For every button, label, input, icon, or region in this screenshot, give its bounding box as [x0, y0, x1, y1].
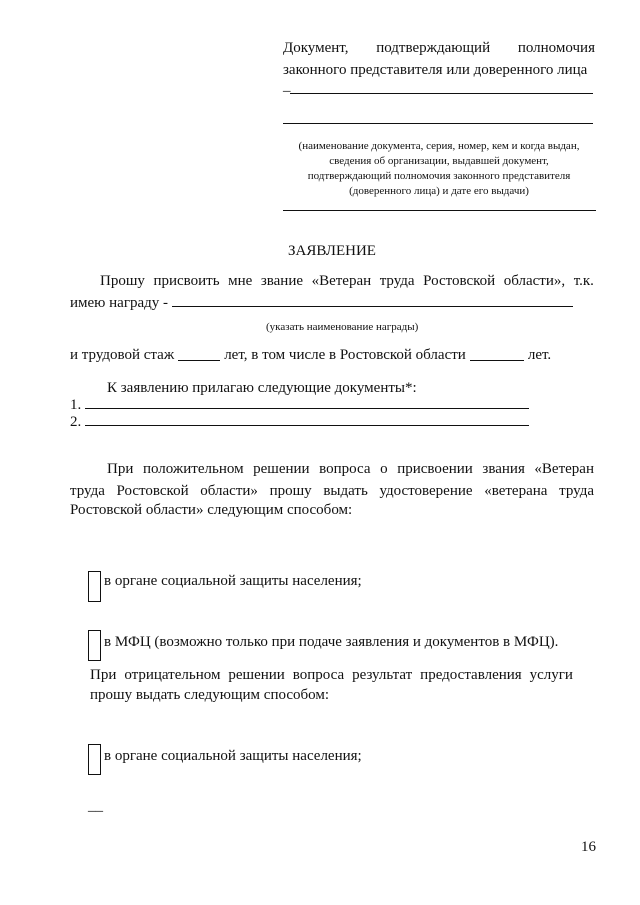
positive-word: вопроса — [319, 461, 371, 477]
positive-line-2 — [70, 481, 594, 501]
negative-word: отрицательном — [124, 667, 221, 683]
positive-word: звания — [482, 461, 525, 477]
request-word: Прошу — [100, 273, 145, 289]
representative-document-line-1[interactable] — [290, 93, 593, 94]
total-stage-field[interactable] — [178, 360, 220, 361]
header-note-underline — [283, 210, 596, 211]
positive-word: положительном — [142, 461, 244, 477]
attachment-number: 2. — [70, 414, 82, 430]
positive-word: решении — [253, 461, 310, 477]
page-number: 16 — [581, 839, 596, 855]
negative-word: При — [90, 667, 117, 683]
header-word: подтверждающий — [376, 40, 491, 56]
header-word: полномочия — [517, 40, 595, 56]
header-line-2: законного представителя или доверенного лица — [283, 62, 588, 78]
positive-word: труда — [559, 483, 594, 499]
negative-option-social-protection-label: в органе социальной защиты населения; — [104, 748, 362, 764]
representative-document-line-2[interactable] — [283, 123, 593, 124]
request-line-2-prefix: имею награду - — [70, 295, 169, 311]
stage-text-3: лет. — [527, 347, 552, 363]
header-note-line: подтверждающий полномочия законного представителя — [307, 170, 571, 182]
negative-line-1 — [90, 665, 573, 685]
negative-word: решении — [228, 667, 285, 683]
positive-word: Ростовской — [116, 483, 189, 499]
stage-text-2: лет, в том числе в Ростовской области — [224, 347, 466, 363]
negative-option-social-protection-checkbox[interactable] — [88, 744, 101, 775]
request-line-1 — [100, 271, 594, 291]
option-mfc-label: в МФЦ (возможно только при подаче заявления и документов в МФЦ). — [104, 634, 559, 650]
negative-word: услуги — [529, 667, 573, 683]
request-word: мне — [228, 273, 253, 289]
award-name-field[interactable] — [172, 306, 573, 307]
header-note-line: (наименование документа, серия, номер, кем и когда выдан, — [298, 140, 580, 152]
positive-word: труда — [70, 483, 105, 499]
positive-line-1 — [107, 459, 594, 479]
award-hint: (указать наименование награды) — [266, 321, 419, 333]
stage-line — [70, 345, 551, 365]
page-title: ЗАЯВЛЕНИЕ — [288, 243, 376, 259]
positive-word: присвоении — [397, 461, 473, 477]
request-word: «Ветеран — [311, 273, 372, 289]
negative-word: вопроса — [292, 667, 345, 683]
attachment-field-1[interactable] — [85, 408, 529, 409]
attachment-field-2[interactable] — [85, 425, 529, 426]
positive-word: области» — [200, 483, 258, 499]
request-word: труда — [379, 273, 415, 289]
positive-word: «ветерана — [484, 483, 548, 499]
positive-word: «Ветеран — [534, 461, 594, 477]
header-note — [283, 139, 595, 199]
request-word: области», — [503, 273, 566, 289]
negative-word: результат — [352, 667, 413, 683]
stage-text-1: и трудовой стаж — [70, 347, 175, 363]
footer-dash: __ — [88, 798, 103, 814]
option-social-protection-checkbox[interactable] — [88, 571, 101, 602]
header-note-line: (доверенного лица) и дате его выдачи) — [349, 185, 529, 197]
request-word: т.к. — [573, 273, 594, 289]
option-social-protection-label: в органе социальной защиты населения; — [104, 573, 362, 589]
attachment-number: 1. — [70, 397, 82, 413]
header-word: Документ, — [283, 40, 349, 56]
attachments-intro: К заявлению прилагаю следующие документы*: — [107, 380, 417, 396]
positive-word: При — [107, 461, 134, 477]
regional-stage-field[interactable] — [470, 360, 524, 361]
option-mfc-checkbox[interactable] — [88, 630, 101, 661]
positive-word: прошу — [269, 483, 312, 499]
header-underscore: _ — [283, 78, 291, 94]
positive-line-3: Ростовской области» следующим способом: — [70, 502, 353, 518]
positive-word: о — [380, 461, 388, 477]
negative-word: предоставления — [420, 667, 522, 683]
negative-line-2: прошу выдать следующим способом: — [90, 687, 330, 703]
positive-word: удостоверение — [379, 483, 473, 499]
request-word: звание — [260, 273, 304, 289]
header-line-1 — [283, 38, 595, 58]
header-note-line: сведения об организации, выдавшей документ, — [329, 155, 549, 167]
positive-word: выдать — [323, 483, 368, 499]
request-word: Ростовской — [423, 273, 496, 289]
request-word: присвоить — [153, 273, 220, 289]
